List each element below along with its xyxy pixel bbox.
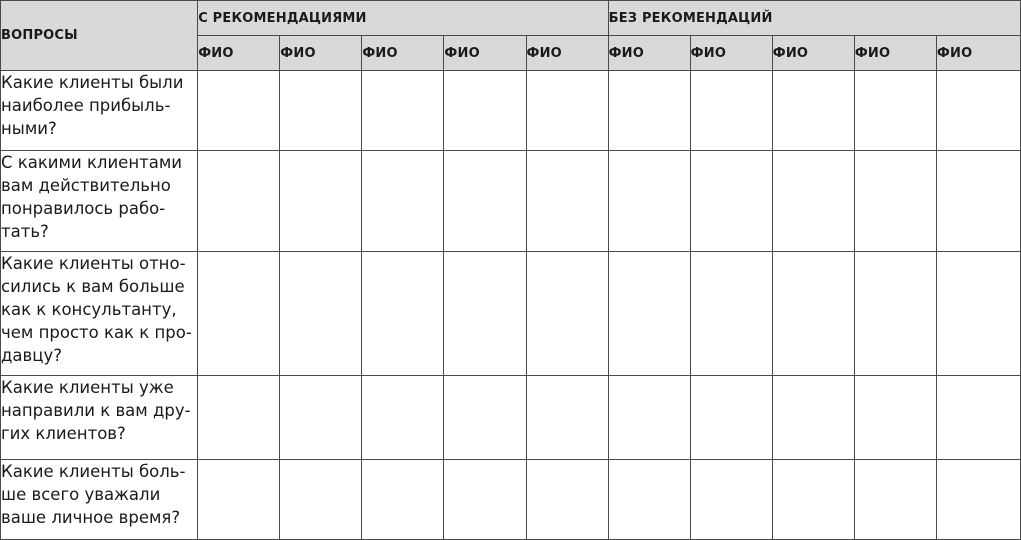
answer-cell[interactable] bbox=[608, 252, 690, 376]
answer-cell[interactable] bbox=[690, 460, 772, 540]
table-row bbox=[1, 151, 1021, 252]
answer-cell[interactable] bbox=[526, 376, 608, 460]
answer-cell[interactable] bbox=[854, 376, 936, 460]
answer-cell[interactable] bbox=[936, 252, 1020, 376]
answer-cell[interactable] bbox=[772, 71, 854, 151]
answer-cell[interactable] bbox=[526, 252, 608, 376]
name-column-header: ФИО bbox=[444, 36, 526, 71]
answer-cell[interactable] bbox=[280, 151, 362, 252]
answer-cell[interactable] bbox=[526, 151, 608, 252]
answer-cell[interactable] bbox=[444, 252, 526, 376]
name-column-header: ФИО bbox=[608, 36, 690, 71]
answer-cell[interactable] bbox=[198, 71, 280, 151]
table-row bbox=[1, 376, 1021, 460]
answer-cell[interactable] bbox=[854, 151, 936, 252]
answer-cell[interactable] bbox=[608, 71, 690, 151]
answer-cell[interactable] bbox=[772, 151, 854, 252]
answer-cell[interactable] bbox=[280, 460, 362, 540]
answer-cell[interactable] bbox=[444, 71, 526, 151]
with-referrals-group-header: С РЕКОМЕНДАЦИЯМИ bbox=[198, 1, 608, 36]
answer-cell[interactable] bbox=[198, 252, 280, 376]
answer-cell[interactable] bbox=[280, 71, 362, 151]
questions-column-header: ВОПРОСЫ bbox=[1, 1, 198, 71]
name-column-header: ФИО bbox=[526, 36, 608, 71]
table-row bbox=[1, 71, 1021, 151]
answer-cell[interactable] bbox=[690, 376, 772, 460]
name-column-header: ФИО bbox=[198, 36, 280, 71]
answer-cell[interactable] bbox=[854, 460, 936, 540]
name-column-header: ФИО bbox=[280, 36, 362, 71]
name-column-header: ФИО bbox=[936, 36, 1020, 71]
answer-cell[interactable] bbox=[772, 252, 854, 376]
answer-cell[interactable] bbox=[936, 71, 1020, 151]
answer-cell[interactable] bbox=[772, 376, 854, 460]
question-cell: Какие клиенты были наиболее прибыльными? bbox=[1, 71, 198, 151]
answer-cell[interactable] bbox=[280, 376, 362, 460]
answer-cell[interactable] bbox=[608, 460, 690, 540]
answer-cell[interactable] bbox=[280, 252, 362, 376]
name-column-header: ФИО bbox=[772, 36, 854, 71]
name-column-header: ФИО bbox=[362, 36, 444, 71]
answer-cell[interactable] bbox=[362, 71, 444, 151]
answer-cell[interactable] bbox=[444, 460, 526, 540]
answer-cell[interactable] bbox=[362, 376, 444, 460]
answer-cell[interactable] bbox=[444, 376, 526, 460]
answer-cell[interactable] bbox=[526, 460, 608, 540]
table-row bbox=[1, 460, 1021, 540]
answer-cell[interactable] bbox=[690, 71, 772, 151]
question-cell: Какие клиенты относились к вам больше как к консультанту, чем просто как к продавцу? bbox=[1, 252, 198, 376]
answer-cell[interactable] bbox=[936, 460, 1020, 540]
answer-cell[interactable] bbox=[362, 460, 444, 540]
question-cell: Какие клиенты больше всего уважали ваше личное время? bbox=[1, 460, 198, 540]
answer-cell[interactable] bbox=[362, 151, 444, 252]
answer-cell[interactable] bbox=[362, 252, 444, 376]
answer-cell[interactable] bbox=[608, 376, 690, 460]
answer-cell[interactable] bbox=[198, 460, 280, 540]
answer-cell[interactable] bbox=[772, 460, 854, 540]
answer-cell[interactable] bbox=[854, 252, 936, 376]
name-column-header: ФИО bbox=[690, 36, 772, 71]
answer-cell[interactable] bbox=[198, 151, 280, 252]
answer-cell[interactable] bbox=[936, 151, 1020, 252]
answer-cell[interactable] bbox=[444, 151, 526, 252]
answer-cell[interactable] bbox=[198, 376, 280, 460]
name-column-header: ФИО bbox=[854, 36, 936, 71]
answer-cell[interactable] bbox=[690, 252, 772, 376]
question-cell: Какие клиенты уже направили к вам других клиентов? bbox=[1, 376, 198, 460]
answer-cell[interactable] bbox=[690, 151, 772, 252]
answer-cell[interactable] bbox=[608, 151, 690, 252]
answer-cell[interactable] bbox=[526, 71, 608, 151]
table-row bbox=[1, 252, 1021, 376]
without-referrals-group-header: БЕЗ РЕКОМЕНДАЦИЙ bbox=[608, 1, 1020, 36]
answer-cell[interactable] bbox=[936, 376, 1020, 460]
answer-cell[interactable] bbox=[854, 71, 936, 151]
question-cell: С какими клиентами вам действительно понравилось работать? bbox=[1, 151, 198, 252]
